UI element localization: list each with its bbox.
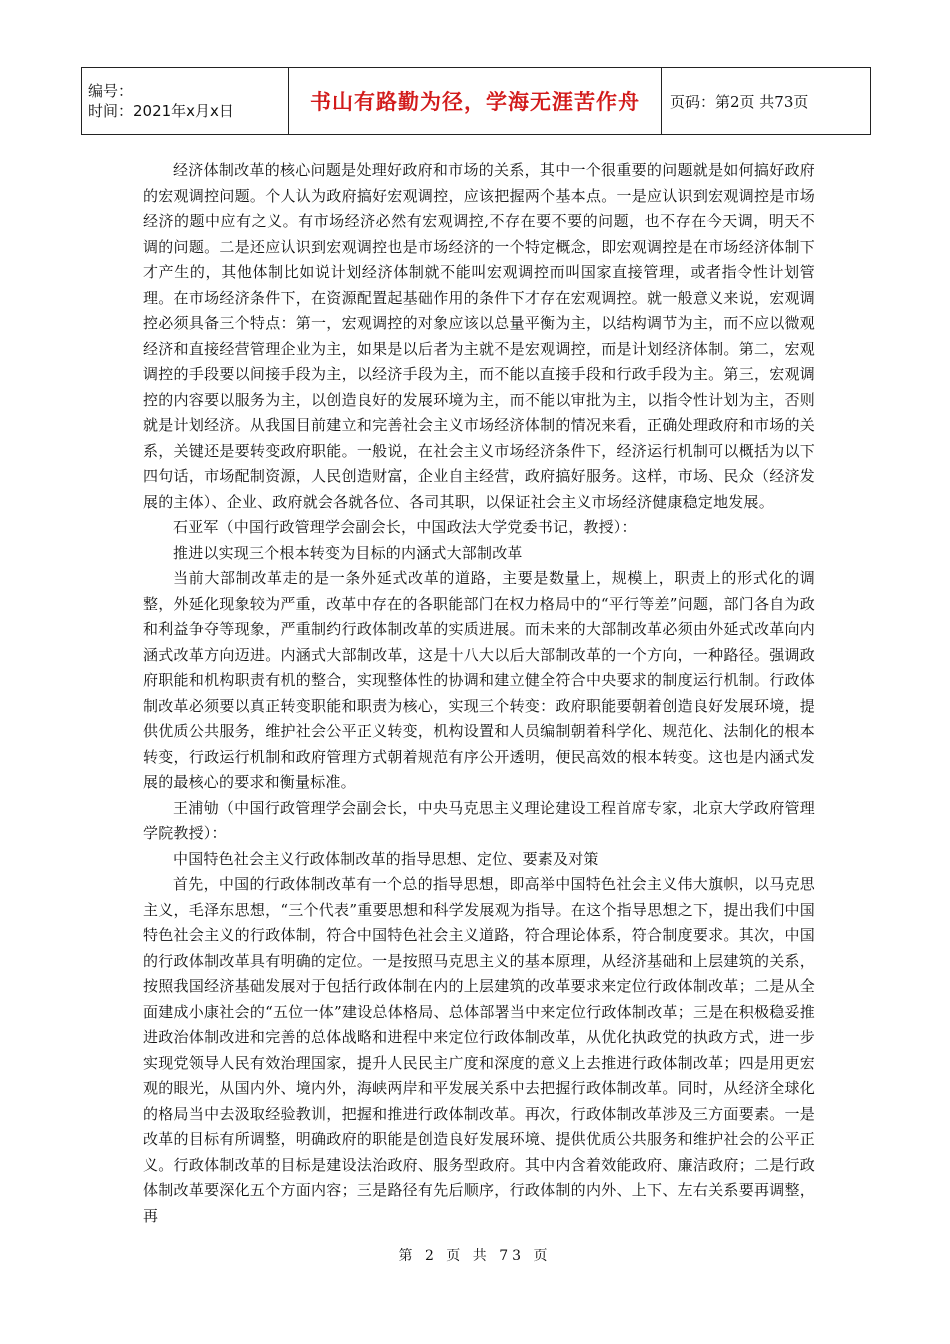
document-number-label: 编号： [88, 82, 134, 100]
header-meta [82, 68, 289, 135]
speaker-line: 石亚军（中国行政管理学会副会长，中国政法大学党委书记，教授）： [173, 518, 637, 536]
body-paragraph: 首先，中国的行政体制改革有一个总的指导思想，即高举中国特色社会主义伟大旗帜，以马克思主义，毛泽东思想，“三个代表”重要思想和科学发展观为指导。在这个指导思想之下，提出我们中国特色社会主义的行政体制，符合中国特色社会主义道路，符合理论体系，符合制度要求。其次，中国的行政体制改革具有明确的定位。一是按照马克思主义的基本原理，从经济基础和上层建筑的关系，按照我国经济基础发展对于包括行政体制在内的上层建筑的改革要求来定位行政体制改革；二是从全面建成小康社会的“五位一体”建设总体格局、总体部署当中来定位行政体制改革；三是在积极稳妥推进政治体制改进和完善的总体战略和进程中来定位行政体制改革，从优化执政党的执政方式，进一步实现党领导人民有效治理国家，提升人民民主广度和深度的意义上去推进行政体制改革；四是用更宏观的眼光，从国内外、境内外，海峡两岸和平发展关系中去把握行政体制改革。同时，从经济全球化的格局当中去汲取经验教训，把握和推进行政体制改革。再次，行政体制改革涉及三方面要素。一是改革的目标有所调整，明确政府的职能是创造良好发展环境、提供优质公共服务和维护社会的公平正义。行政体制改革的目标是建设法治政府、服务型政府。其中内含着效能政府、廉洁政府；二是行政体制改革要深化五个方面内容；三是路径有先后顺序，行政体制的内外、上下、左右关系要再调整，再 [143, 875, 815, 1225]
body-paragraph: 经济体制改革的核心问题是处理好政府和市场的关系，其中一个很重要的问题就是如何搞好政府的宏观调控问题。个人认为政府搞好宏观调控，应该把握两个基本点。一是应认识到宏观调控是市场经济的题中应有之义。有市场经济必然有宏观调控,不存在要不要的问题，也不存在今天调，明天不调的问题。二是还应认识到宏观调控也是市场经济的一个特定概念，即宏观调控是在市场经济体制下才产生的，其他体制比如说计划经济体制就不能叫宏观调控而叫国家直接管理，或者指令性计划管理。在市场经济条件下，在资源配置起基础作用的条件下才存在宏观调控。就一般意义来说，宏观调控必须具备三个特点：第一，宏观调控的对象应该以总量平衡为主，以结构调节为主，而不应以微观经济和直接经营管理企业为主，如果是以后者为主就不是宏观调控，而是计划经济体制。第二，宏观调控的手段要以间接手段为主，以经济手段为主，而不能以直接手段和行政手段为主。第三，宏观调控的内容要以服务为主，以创造良好的发展环境为主，而不能以审批为主，以指令性计划为主，否则就是计划经济。从我国目前建立和完善社会主义市场经济体制的情况来看，正确处理政府和市场的关系，关键还是要转变政府职能。一般说，在社会主义市场经济条件下，经济运行机制可以概括为以下四句话，市场配制资源，人民创造财富，企业自主经营，政府搞好服务。这样，市场、民众（经济发展的主体）、企业、政府就会各就各位、各司其职，以保证社会主义市场经济健康稳定地发展。 [143, 161, 815, 511]
page-footer: 第 2 页 共 73 页 [398, 1248, 552, 1264]
header-motto: 书山有路勤为径，学海无涯苦作舟 [289, 68, 662, 135]
body-paragraph: 当前大部制改革走的是一条外延式改革的道路，主要是数量上，规模上，职责上的形式化的调整，外延化现象较为严重，改革中存在的各职能部门在权力格局中的“平行等差”问题，部门各自为政和利益争夺等现象，严重制约行政体制改革的实质进展。而未来的大部制改革必须由外延式改革向内涵式改革方向迈进。内涵式大部制改革，这是十八大以后大部制改革的一个方向，一种路径。强调政府职能和机构职责有机的整合，实现整体性的协调和建立健全符合中央要求的制度运行机制。行政体制改革必须要以真正转变职能和职责为核心，实现三个转变：政府职能要朝着创造良好发展环境，提供优质公共服务，维护社会公平正义转变，机构设置和人员编制朝着科学化、规范化、法制化的根本转变，行政运行机制和政府管理方式朝着规范有序公开透明，便民高效的根本转变。这也是内涵式发展的最核心的要求和衡量标准。 [143, 569, 815, 791]
speaker-line: 王浦劬（中国行政管理学会副会长，中央马克思主义理论建设工程首席专家，北京大学政府管理学院教授）： [143, 798, 815, 842]
section-heading: 推进以实现三个根本转变为目标的内涵式大部制改革 [173, 543, 523, 562]
header-page-label: 页码：第2页 共73页 [662, 68, 871, 135]
document-body [143, 158, 815, 1229]
section-heading: 中国特色社会主义行政体制改革的指导思想、定位、要素及对策 [173, 849, 599, 868]
document-date-label: 时间：2021年x月x日 [88, 102, 234, 120]
page-header [81, 67, 871, 135]
